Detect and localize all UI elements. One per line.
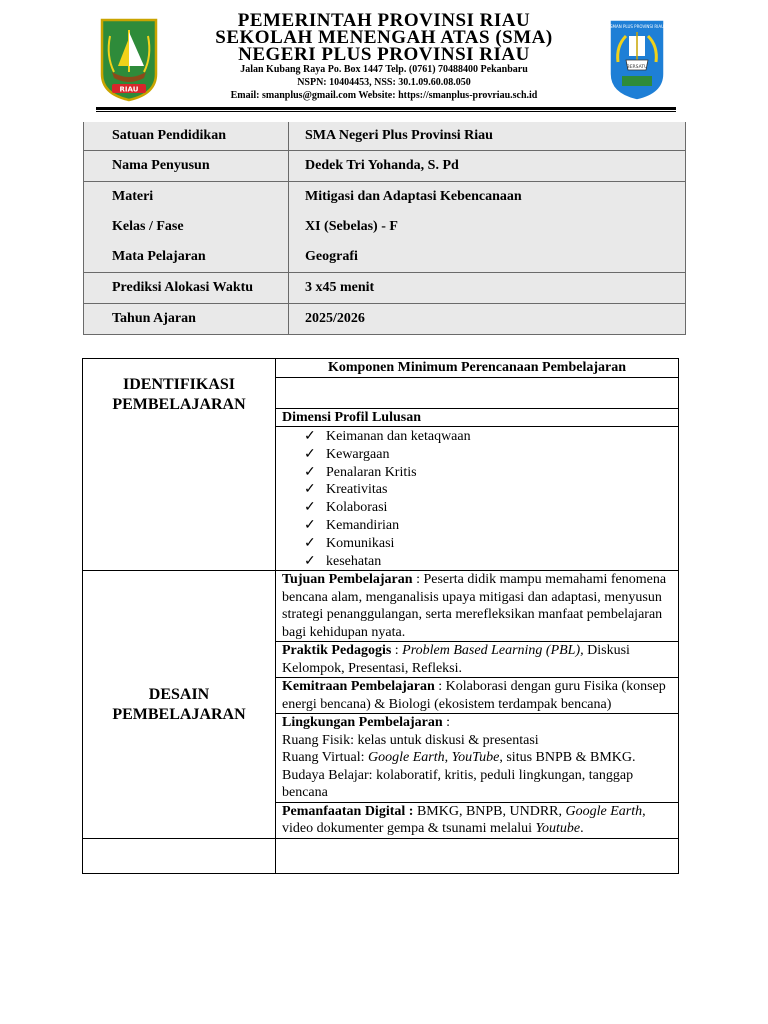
list-item-text: Kewargaan bbox=[326, 446, 390, 462]
dimensi-title: Dimensi Profil Lulusan bbox=[276, 408, 679, 427]
letterhead-line-3: NEGERI PLUS PROVINSI RIAU bbox=[238, 44, 530, 65]
info-row-kelas bbox=[84, 212, 686, 242]
ruang-fisik: Ruang Fisik: kelas untuk diskusi & presentasi bbox=[282, 732, 539, 748]
letterhead bbox=[170, 12, 598, 102]
svg-text:SMAN PLUS PROVINSI RIAU: SMAN PLUS PROVINSI RIAU bbox=[610, 24, 664, 29]
kemitraan-text: : Kolaborasi dengan guru Fisika (konsep energi bencana) & Biologi (ekosistem terdampak bencana) bbox=[282, 679, 666, 712]
info-value: 2025/2026 bbox=[289, 304, 686, 335]
tujuan-row bbox=[83, 571, 679, 642]
letterhead-line-1: PEMERINTAH PROVINSI RIAU bbox=[237, 10, 531, 31]
list-item bbox=[304, 464, 672, 482]
check-icon: ✓ bbox=[304, 553, 316, 569]
kemitraan-cell bbox=[276, 678, 679, 714]
list-item-text: Kolaborasi bbox=[326, 500, 388, 516]
info-row-penyusun bbox=[84, 151, 686, 182]
dimensi-list bbox=[282, 428, 672, 570]
praktik-text: Diskusi Kelompok, Presentasi, Refleksi. bbox=[282, 643, 630, 676]
bottom-empty-row bbox=[83, 838, 679, 873]
list-item bbox=[304, 553, 672, 571]
lesson-info-table bbox=[83, 122, 686, 335]
info-label: Materi bbox=[84, 182, 289, 213]
info-row-tahun bbox=[84, 304, 686, 335]
budaya-belajar: Budaya Belajar: kolaboratif, kritis, peduli lingkungan, tanggap bencana bbox=[282, 767, 634, 801]
list-item-text: Komunikasi bbox=[326, 535, 395, 551]
list-item bbox=[304, 446, 672, 464]
riau-province-logo bbox=[98, 16, 160, 102]
dimensi-list-cell bbox=[276, 427, 679, 571]
list-item bbox=[304, 499, 672, 517]
letterhead-line-2: SEKOLAH MENENGAH ATAS (SMA) bbox=[215, 27, 553, 48]
empty-cell bbox=[276, 377, 679, 408]
lingkungan-cell bbox=[276, 714, 679, 803]
check-icon: ✓ bbox=[304, 500, 316, 516]
praktik-model: Problem Based Learning (PBL), bbox=[402, 643, 584, 659]
komponen-header-row bbox=[83, 359, 679, 378]
letterhead-rule bbox=[96, 107, 676, 110]
list-item bbox=[304, 481, 672, 499]
info-label: Satuan Pendidikan bbox=[84, 122, 289, 151]
info-label: Tahun Ajaran bbox=[84, 304, 289, 335]
list-item-text: kesehatan bbox=[326, 553, 382, 569]
praktik-title: Praktik Pedagogis bbox=[282, 643, 392, 659]
ruang-virtual: Ruang Virtual: Google Earth, YouTube, situs BNPB & BMKG. bbox=[282, 750, 636, 766]
letterhead-ids: NSPN: 10404453, NSS: 30.1.09.60.08.050 bbox=[297, 77, 471, 88]
digital-title: Pemanfaatan Digital : bbox=[282, 803, 414, 819]
planning-table bbox=[82, 358, 679, 874]
letterhead-rule-thin bbox=[96, 111, 676, 112]
info-label: Prediksi Alokasi Waktu bbox=[84, 273, 289, 304]
info-row-satuan bbox=[84, 122, 686, 151]
komponen-header: Komponen Minimum Perencanaan Pembelajaran bbox=[276, 359, 679, 378]
svg-text:BERSATU: BERSATU bbox=[626, 65, 648, 70]
digital-cell: Pemanfaatan Digital : BMKG, BNPB, UNDRR, Google Earth, video dokumenter gempa & tsunami melalui Youtube. bbox=[276, 802, 679, 838]
info-value: Geografi bbox=[289, 242, 686, 273]
check-icon: ✓ bbox=[304, 464, 316, 480]
tujuan-cell bbox=[276, 571, 679, 642]
info-label: Mata Pelajaran bbox=[84, 242, 289, 273]
list-item bbox=[304, 517, 672, 535]
letterhead-address: Jalan Kubang Raya Po. Box 1447 Telp. (0761) 70488400 Pekanbaru bbox=[240, 64, 528, 75]
praktik-sep: : bbox=[391, 643, 403, 659]
check-icon: ✓ bbox=[304, 517, 316, 533]
info-value: SMA Negeri Plus Provinsi Riau bbox=[289, 122, 686, 151]
info-row-waktu bbox=[84, 273, 686, 304]
lingkungan-title: Lingkungan Pembelajaran bbox=[282, 715, 443, 731]
info-row-materi bbox=[84, 182, 686, 213]
lingkungan-colon: : bbox=[442, 715, 451, 731]
svg-text:RIAU: RIAU bbox=[119, 85, 139, 94]
list-item-text: Keimanan dan ketaqwaan bbox=[326, 429, 471, 444]
letterhead-contact: Email: smanplus@gmail.com Website: https://smanplus-provriau.sch.id bbox=[230, 90, 538, 101]
check-icon: ✓ bbox=[304, 535, 316, 551]
empty-cell bbox=[83, 838, 276, 873]
info-value: 3 x45 menit bbox=[289, 273, 686, 304]
info-value: XI (Sebelas) - F bbox=[289, 212, 686, 242]
check-icon: ✓ bbox=[304, 482, 316, 498]
praktik-cell bbox=[276, 642, 679, 678]
identifikasi-label: IDENTIFIKASI PEMBELAJARAN bbox=[83, 359, 276, 571]
list-item-text: Kreativitas bbox=[326, 482, 388, 498]
info-value: Mitigasi dan Adaptasi Kebencanaan bbox=[289, 182, 686, 213]
check-icon: ✓ bbox=[304, 429, 316, 444]
school-logo bbox=[606, 16, 668, 102]
desain-label: DESAIN PEMBELAJARAN bbox=[83, 571, 276, 839]
tujuan-text: : Peserta didik mampu memahami fenomena bencana alam, menganalisis upaya mitigasi dan adaptasi, menyusun strategi penanggulangan, serta merefleksikan manfaat pembelajaran bagi kehidupan nyata. bbox=[282, 572, 667, 640]
info-row-mapel bbox=[84, 242, 686, 273]
check-icon: ✓ bbox=[304, 446, 316, 462]
list-item-text: Kemandirian bbox=[326, 517, 400, 533]
list-item-text: Penalaran Kritis bbox=[326, 464, 417, 480]
empty-cell bbox=[276, 838, 679, 873]
kemitraan-title: Kemitraan Pembelajaran bbox=[282, 679, 435, 695]
info-value: Dedek Tri Yohanda, S. Pd bbox=[289, 151, 686, 182]
info-label: Nama Penyusun bbox=[84, 151, 289, 182]
list-item bbox=[304, 428, 672, 446]
list-item bbox=[304, 535, 672, 553]
info-label: Kelas / Fase bbox=[84, 212, 289, 242]
tujuan-title: Tujuan Pembelajaran bbox=[282, 572, 413, 588]
